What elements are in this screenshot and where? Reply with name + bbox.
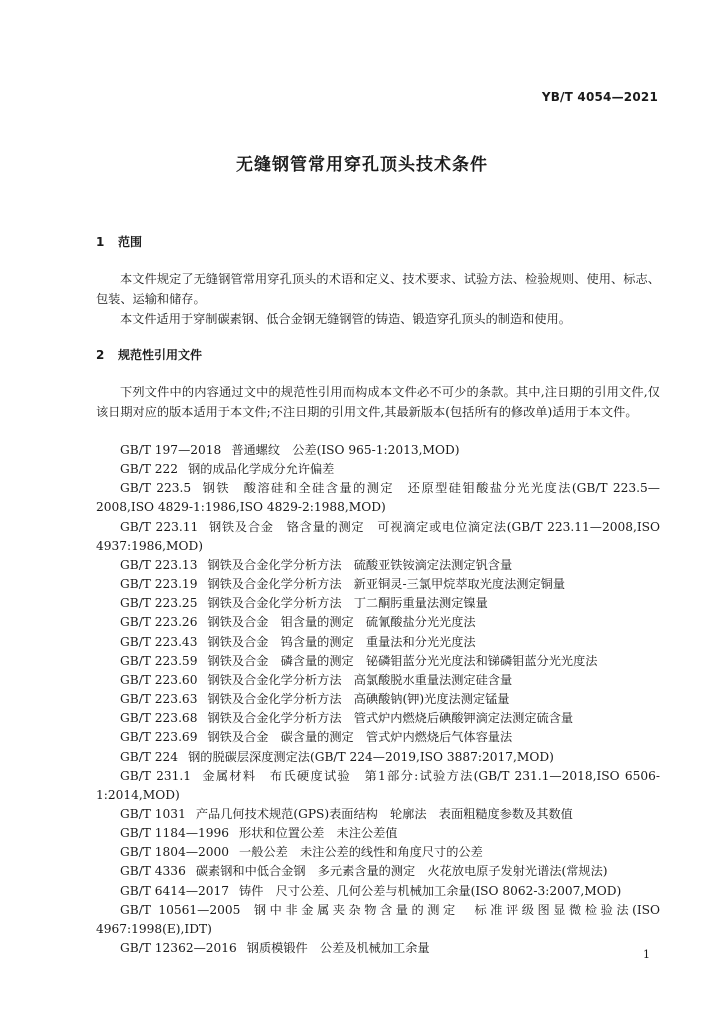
reference-item xyxy=(96,862,660,881)
reference-item xyxy=(96,709,660,728)
reference-item xyxy=(96,556,660,575)
reference-code: GB/T 223.13 xyxy=(120,557,198,572)
reference-title: 钢铁 酸溶硅和全硅含量的测定 还原型硅钼酸盐分光光度法(GB/T 223.5—2008,ISO 4829-1:1986,ISO 4829-2:1988,MOD) xyxy=(96,481,660,515)
reference-code: GB/T 222 xyxy=(120,462,179,477)
reference-title: 钢铁及合金 钨含量的测定 重量法和分光光度法 xyxy=(207,634,476,649)
reference-item xyxy=(96,652,660,671)
reference-item xyxy=(96,594,660,613)
reference-code: GB/T 223.43 xyxy=(120,634,198,649)
reference-title: 钢质模锻件 公差及机械加工余量 xyxy=(246,941,430,956)
reference-code: GB/T 223.26 xyxy=(120,615,198,630)
reference-code: GB/T 231.1 xyxy=(120,768,192,783)
reference-title: 钢铁及合金化学分析方法 高碘酸钠(钾)光度法测定锰量 xyxy=(207,692,510,707)
reference-title: 产品几何技术规范(GPS)表面结构 轮廓法 表面粗糙度参数及其数值 xyxy=(195,806,573,821)
reference-title: 钢的脱碳层深度测定法(GB/T 224—2019,ISO 3887:2017,MOD) xyxy=(188,749,554,764)
reference-code: GB/T 4336 xyxy=(120,864,186,879)
reference-code: GB/T 224 xyxy=(120,749,179,764)
reference-code: GB/T 1804—2000 xyxy=(120,845,230,860)
reference-code: GB/T 197—2018 xyxy=(120,443,222,457)
scope-paragraph-2: 本文件适用于穿制碳素钢、低合金钢无缝钢管的铸造、锻造穿孔顶头的制造和使用。 xyxy=(120,312,571,326)
reference-code: GB/T 223.11 xyxy=(120,519,199,534)
reference-item xyxy=(96,728,660,747)
section-title: 范围 xyxy=(118,235,143,249)
reference-title: 形状和位置公差 未注公差值 xyxy=(239,826,398,841)
section-heading-scope xyxy=(96,233,142,250)
reference-list xyxy=(96,441,660,958)
reference-item xyxy=(96,575,660,594)
reference-code: GB/T 223.19 xyxy=(120,577,198,592)
reference-title: 碳素钢和中低合金钢 多元素含量的测定 火花放电原子发射光谱法(常规法) xyxy=(195,864,608,879)
reference-title: 金属材料 布氏硬度试验 第1部分:试验方法(GB/T 231.1—2018,ISO 6506-1:2014,MOD) xyxy=(96,768,660,802)
reference-code: GB/T 223.5 xyxy=(120,481,192,496)
reference-title: 钢铁及合金化学分析方法 管式炉内燃烧后碘酸钾滴定法测定硫含量 xyxy=(207,711,574,726)
section-title: 规范性引用文件 xyxy=(118,348,203,362)
reference-title: 钢铁及合金化学分析方法 硫酸亚铁铵滴定法测定钒含量 xyxy=(207,557,513,572)
reference-title: 钢的成品化学成分允许偏差 xyxy=(188,462,335,477)
reference-item xyxy=(96,843,660,862)
reference-code: GB/T 223.59 xyxy=(120,653,198,668)
reference-title: 铸件 尺寸公差、几何公差与机械加工余量(ISO 8062-3:2007,MOD) xyxy=(239,883,622,898)
reference-item xyxy=(96,939,660,958)
reference-item xyxy=(96,671,660,690)
section-heading-normative-references xyxy=(96,346,202,363)
reference-item xyxy=(96,613,660,632)
section-number: 1 xyxy=(96,235,105,249)
reference-item xyxy=(96,824,660,843)
reference-code: GB/T 1184—1996 xyxy=(120,826,230,841)
reference-code: GB/T 223.69 xyxy=(120,730,198,745)
reference-code: GB/T 1031 xyxy=(120,806,186,821)
reference-title: 钢铁及合金 钼含量的测定 硫氰酸盐分光光度法 xyxy=(207,615,476,630)
reference-code: GB/T 10561—2005 xyxy=(120,902,241,917)
reference-item xyxy=(96,460,660,479)
reference-code: GB/T 223.25 xyxy=(120,596,198,611)
reference-item xyxy=(96,767,660,805)
reference-item xyxy=(96,518,660,556)
reference-title: 钢中非金属夹杂物含量的测定 标准评级图显微检验法(ISO 4967:1998(E),IDT) xyxy=(96,902,660,936)
reference-title: 钢铁及合金化学分析方法 丁二酮肟重量法测定镍量 xyxy=(207,596,488,611)
reference-item xyxy=(96,479,660,517)
reference-title: 一般公差 未注公差的线性和角度尺寸的公差 xyxy=(239,845,483,860)
reference-code: GB/T 6414—2017 xyxy=(120,883,230,898)
reference-item xyxy=(96,633,660,652)
reference-item xyxy=(96,441,660,460)
reference-code: GB/T 223.68 xyxy=(120,711,198,726)
reference-code: GB/T 223.63 xyxy=(120,692,198,707)
reference-code: GB/T 12362—2016 xyxy=(120,941,237,956)
section-number: 2 xyxy=(96,348,105,362)
reference-title: 钢铁及合金化学分析方法 高氯酸脱水重量法测定硅含量 xyxy=(207,672,513,687)
reference-item xyxy=(96,882,660,901)
reference-item xyxy=(96,690,660,709)
reference-title: 钢铁及合金化学分析方法 新亚铜灵-三氯甲烷萃取光度法测定铜量 xyxy=(207,577,566,592)
reference-title: 普通螺纹 公差(ISO 965-1:2013,MOD) xyxy=(231,443,460,457)
reference-item xyxy=(96,748,660,767)
reference-item xyxy=(96,901,660,939)
references-intro: 下列文件中的内容通过文中的规范性引用而构成本文件必不可少的条款。其中,注日期的引用文件,仅该日期对应的版本适用于本文件;不注日期的引用文件,其最新版本(包括所有的修改单)适用于本文件。 xyxy=(96,385,660,419)
reference-title: 钢铁及合金 磷含量的测定 铋磷钼蓝分光光度法和锑磷钼蓝分光光度法 xyxy=(207,653,598,668)
document-title: 无缝钢管常用穿孔顶头技术条件 xyxy=(236,155,488,175)
reference-item xyxy=(96,805,660,824)
document-code: YB/T 4054—2021 xyxy=(541,90,658,104)
page-number: 1 xyxy=(643,948,650,961)
reference-title: 钢铁及合金 碳含量的测定 管式炉内燃烧后气体容量法 xyxy=(207,730,513,745)
reference-title: 钢铁及合金 铬含量的测定 可视滴定或电位滴定法(GB/T 223.11—2008,ISO 4937:1986,MOD) xyxy=(96,519,660,553)
scope-paragraph-1: 本文件规定了无缝钢管常用穿孔顶头的术语和定义、技术要求、试验方法、检验规则、使用、标志、包装、运输和储存。 xyxy=(96,272,660,306)
reference-code: GB/T 223.60 xyxy=(120,672,198,687)
